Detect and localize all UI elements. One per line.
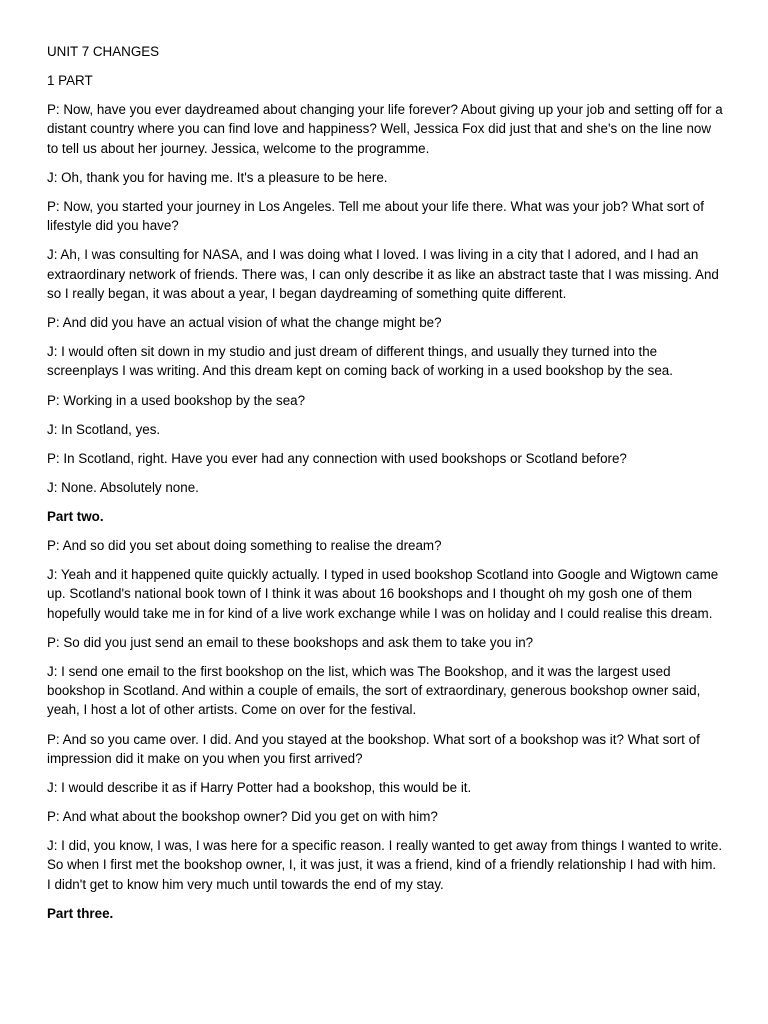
paragraph-presenter: P: And so did you set about doing something to realise the dream? bbox=[47, 538, 442, 553]
paragraph-presenter: P: In Scotland, right. Have you ever had any connection with used bookshops or Scotland before? bbox=[47, 450, 627, 466]
part-heading: 1 PART bbox=[47, 73, 93, 89]
paragraph-jessica: J: Yeah and it happened quite quickly actually. I typed in used bookshop Scotland into Google and Wigtown came up. Scotland's national book town of I think it was about 16 bookshops and I thought oh my gosh one of them hopefully would take me in for kind of a live work exchange while I was on holiday and I could realise this dream. bbox=[47, 567, 719, 621]
paragraph-jessica: J: I send one email to the first bookshop on the list, which was The Bookshop, and it was the largest used bookshop in Scotland. And within a couple of emails, the sort of extraordinary, generous bookshop owner said, yeah, I host a lot of other artists. Come on over for the festival. bbox=[47, 663, 701, 718]
paragraph-presenter: P: And did you have an actual vision of what the change might be? bbox=[47, 315, 442, 331]
paragraph-presenter: P: And so you came over. I did. And you stayed at the bookshop. What sort of a bookshop was it? What sort of impression did it make on you when you first arrived? bbox=[47, 731, 700, 766]
paragraph-jessica: J: None. Absolutely none. bbox=[47, 479, 199, 495]
paragraph-presenter: P: And what about the bookshop owner? Did you get on with him? bbox=[47, 809, 438, 825]
document-title: UNIT 7 CHANGES bbox=[47, 44, 160, 59]
paragraph-jessica: J: I did, you know, I was, I was here for a specific reason. I really wanted to get away from things I wanted to write. So when I first met the bookshop owner, I, it was just, it was a friend, kind of a friendly relationship I had with him. I didn't get to know him very much until towards the end of my stay. bbox=[47, 838, 723, 892]
paragraph-jessica: J: Ah, I was consulting for NASA, and I was doing what I loved. I was living in a city that I adored, and I had an extraordinary network of friends. There was, I can only describe it as like an abstract taste that I was missing. And so I really began, it was about a year, I began daydreaming of something quite different. bbox=[47, 247, 719, 301]
paragraph-presenter: P: Now, have you ever daydreamed about changing your life forever? About giving up your job and setting off for a distant country where you can find love and happiness? Well, Jessica Fox did just that and she's on the line now to tell us about her journey. Jessica, welcome to the programme. bbox=[47, 102, 723, 156]
paragraph-jessica: J: I would often sit down in my studio and just dream of different things, and usually they turned into the screenplays I was writing. And this dream kept on coming back of working in a used bookshop by the sea. bbox=[47, 344, 673, 379]
paragraph-jessica: J: In Scotland, yes. bbox=[47, 421, 161, 437]
paragraph-presenter: P: Now, you started your journey in Los Angeles. Tell me about your life there. What was your job? What sort of lifestyle did you have? bbox=[47, 198, 704, 234]
paragraph-presenter: P: So did you just send an email to these bookshops and ask them to take you in? bbox=[47, 634, 534, 650]
document-page bbox=[47, 42, 723, 933]
paragraph-jessica: J: I would describe it as if Harry Potter had a bookshop, this would be it. bbox=[47, 779, 472, 795]
paragraph-jessica: J: Oh, thank you for having me. It's a pleasure to be here. bbox=[47, 169, 388, 185]
paragraph-presenter: P: Working in a used bookshop by the sea? bbox=[47, 392, 306, 408]
section-heading-part-two: Part two. bbox=[47, 508, 104, 524]
section-heading-part-three: Part three. bbox=[47, 905, 114, 921]
